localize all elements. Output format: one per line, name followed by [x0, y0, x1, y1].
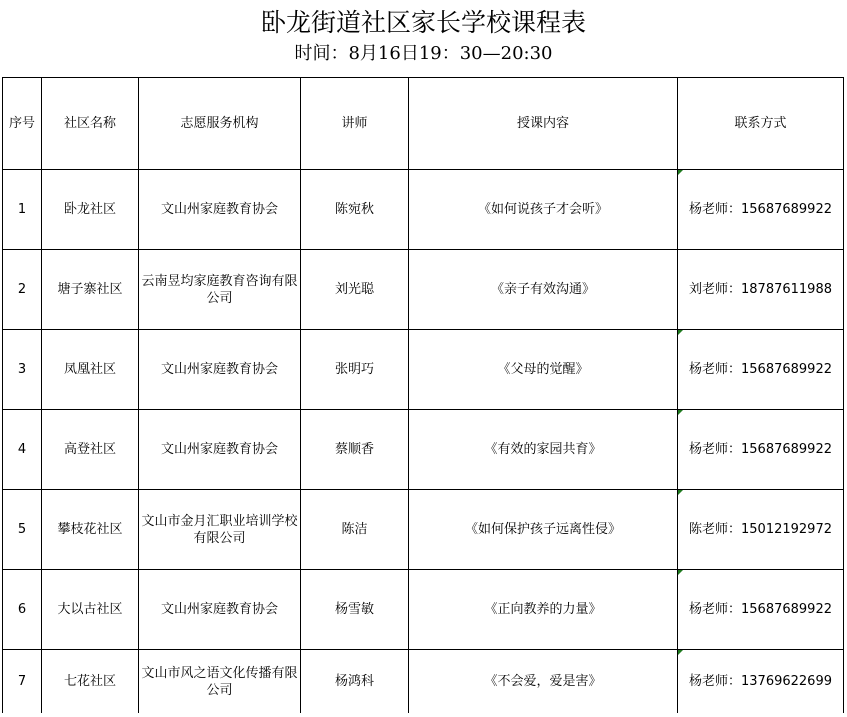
cell-content[interactable]: 《不会爱，爱是害》 — [409, 650, 678, 714]
cell-community[interactable]: 高登社区 — [42, 410, 139, 490]
cell-community[interactable]: 凤凰社区 — [42, 330, 139, 410]
cell-organization[interactable]: 文山州家庭教育协会 — [139, 330, 301, 410]
cell-lecturer[interactable]: 刘光聪 — [301, 250, 409, 330]
cell-organization[interactable]: 文山州家庭教育协会 — [139, 570, 301, 650]
header-organization[interactable]: 志愿服务机构 — [139, 78, 301, 170]
cell-content[interactable]: 《如何保护孩子远离性侵》 — [409, 490, 678, 570]
table-row — [3, 650, 844, 714]
cell-contact[interactable]: 杨老师：13769622699 — [678, 650, 844, 714]
cell-content[interactable]: 《父母的觉醒》 — [409, 330, 678, 410]
cell-community[interactable]: 大以古社区 — [42, 570, 139, 650]
cell-index[interactable]: 3 — [3, 330, 42, 410]
cell-organization[interactable]: 文山州家庭教育协会 — [139, 170, 301, 250]
cell-contact[interactable]: 刘老师：18787611988 — [678, 250, 844, 330]
cell-lecturer[interactable]: 杨雪敏 — [301, 570, 409, 650]
cell-index[interactable]: 6 — [3, 570, 42, 650]
cell-index[interactable]: 7 — [3, 650, 42, 714]
cell-organization[interactable]: 文山州家庭教育协会 — [139, 410, 301, 490]
table-row — [3, 250, 844, 330]
cell-index[interactable]: 5 — [3, 490, 42, 570]
header-content[interactable]: 授课内容 — [409, 78, 678, 170]
schedule-time: 时间：8月16日19：30—20:30 — [294, 43, 553, 64]
table-row — [3, 410, 844, 490]
page-title: 卧龙街道社区家长学校课程表 — [260, 8, 586, 37]
cell-contact[interactable]: 陈老师：15012192972 — [678, 490, 844, 570]
cell-lecturer[interactable]: 杨鸿科 — [301, 650, 409, 714]
cell-community[interactable]: 攀枝花社区 — [42, 490, 139, 570]
cell-community[interactable]: 塘子寨社区 — [42, 250, 139, 330]
cell-content[interactable]: 《亲子有效沟通》 — [409, 250, 678, 330]
table-row — [3, 330, 844, 410]
cell-organization[interactable]: 文山市风之语文化传播有限公司 — [139, 650, 301, 714]
table-row — [3, 170, 844, 250]
cell-contact[interactable]: 杨老师：15687689922 — [678, 170, 844, 250]
header-contact[interactable]: 联系方式 — [678, 78, 844, 170]
cell-lecturer[interactable]: 张明巧 — [301, 330, 409, 410]
cell-community[interactable]: 卧龙社区 — [42, 170, 139, 250]
cell-index[interactable]: 2 — [3, 250, 42, 330]
table-row — [3, 490, 844, 570]
table-header-row — [3, 78, 844, 170]
header-lecturer[interactable]: 讲师 — [301, 78, 409, 170]
header-community[interactable]: 社区名称 — [42, 78, 139, 170]
cell-community[interactable]: 七花社区 — [42, 650, 139, 714]
header-index[interactable]: 序号 — [3, 78, 42, 170]
cell-lecturer[interactable]: 蔡顺香 — [301, 410, 409, 490]
table-row — [3, 570, 844, 650]
cell-index[interactable]: 4 — [3, 410, 42, 490]
cell-organization[interactable]: 云南昱均家庭教育咨询有限公司 — [139, 250, 301, 330]
cell-contact[interactable]: 杨老师：15687689922 — [678, 410, 844, 490]
course-schedule-table — [2, 77, 844, 713]
cell-content[interactable]: 《如何说孩子才会听》 — [409, 170, 678, 250]
cell-index[interactable]: 1 — [3, 170, 42, 250]
cell-contact[interactable]: 杨老师：15687689922 — [678, 570, 844, 650]
cell-content[interactable]: 《有效的家园共育》 — [409, 410, 678, 490]
cell-organization[interactable]: 文山市金月汇职业培训学校有限公司 — [139, 490, 301, 570]
cell-contact[interactable]: 杨老师：15687689922 — [678, 330, 844, 410]
cell-content[interactable]: 《正向教养的力量》 — [409, 570, 678, 650]
cell-lecturer[interactable]: 陈宛秋 — [301, 170, 409, 250]
cell-lecturer[interactable]: 陈洁 — [301, 490, 409, 570]
